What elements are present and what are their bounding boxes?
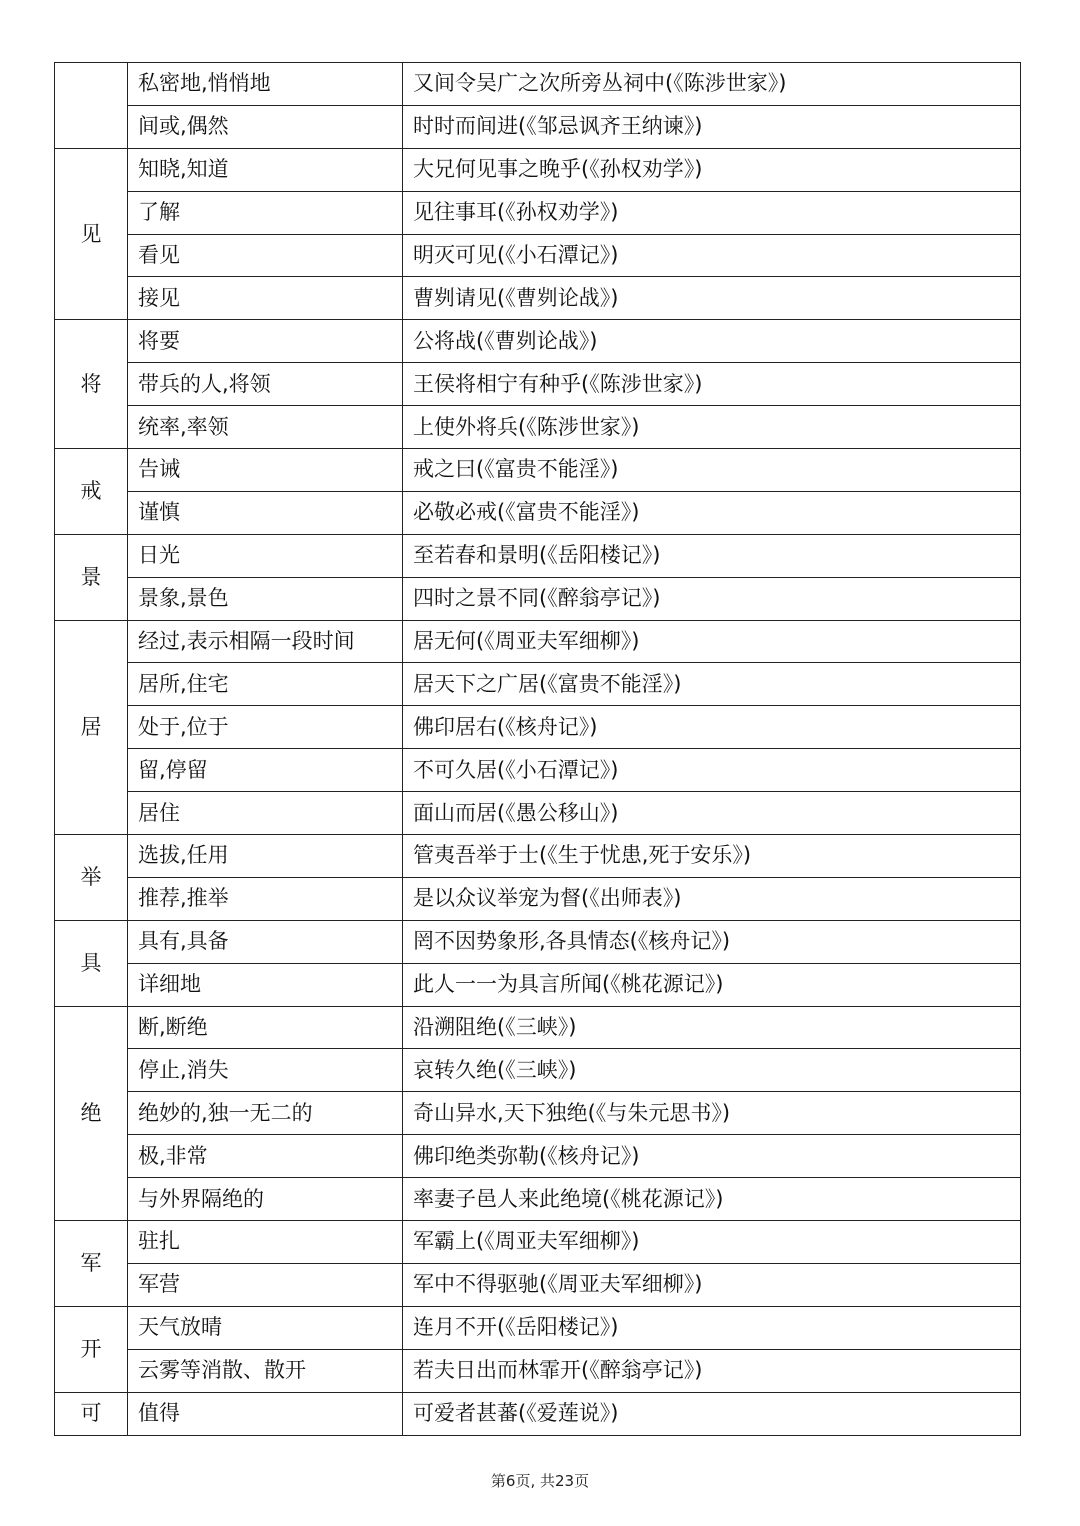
table-row — [55, 920, 1021, 963]
example-cell: 时时而间进(《邹忌讽齐王纳谏》) — [403, 105, 1021, 148]
headword-cell: 景 — [55, 534, 128, 620]
table-row — [55, 191, 1021, 234]
example-cell: 必敬必戒(《富贵不能淫》) — [403, 491, 1021, 534]
table-row — [55, 792, 1021, 835]
meaning-cell: 居所,住宅 — [128, 663, 403, 706]
headword-cell: 见 — [55, 148, 128, 320]
meaning-cell: 与外界隔绝的 — [128, 1178, 403, 1221]
vocabulary-table — [54, 62, 1021, 1436]
headword-cell: 具 — [55, 920, 128, 1006]
table-row — [55, 105, 1021, 148]
headword-cell: 居 — [55, 620, 128, 834]
headword-cell: 绝 — [55, 1006, 128, 1220]
table-row — [55, 749, 1021, 792]
meaning-cell: 谨慎 — [128, 491, 403, 534]
table-row — [55, 663, 1021, 706]
meaning-cell: 了解 — [128, 191, 403, 234]
table-row — [55, 63, 1021, 106]
meaning-cell: 值得 — [128, 1392, 403, 1435]
example-cell: 居无何(《周亚夫军细柳》) — [403, 620, 1021, 663]
meaning-cell: 间或,偶然 — [128, 105, 403, 148]
meaning-cell: 景象,景色 — [128, 577, 403, 620]
meaning-cell: 私密地,悄悄地 — [128, 63, 403, 106]
example-cell: 又间令吴广之次所旁丛祠中(《陈涉世家》) — [403, 63, 1021, 106]
headword-cell: 举 — [55, 835, 128, 921]
table-row — [55, 277, 1021, 320]
meaning-cell: 极,非常 — [128, 1135, 403, 1178]
example-cell: 奇山异水,天下独绝(《与朱元思书》) — [403, 1092, 1021, 1135]
example-cell: 罔不因势象形,各具情态(《核舟记》) — [403, 920, 1021, 963]
table-row — [55, 1049, 1021, 1092]
table-row — [55, 1306, 1021, 1349]
table-row — [55, 406, 1021, 449]
table-row — [55, 963, 1021, 1006]
meaning-cell: 经过,表示相隔一段时间 — [128, 620, 403, 663]
table-row — [55, 320, 1021, 363]
example-cell: 沿溯阻绝(《三峡》) — [403, 1006, 1021, 1049]
table-row — [55, 620, 1021, 663]
meaning-cell: 断,断绝 — [128, 1006, 403, 1049]
table-row — [55, 491, 1021, 534]
table-row — [55, 1263, 1021, 1306]
example-cell: 明灭可见(《小石潭记》) — [403, 234, 1021, 277]
example-cell: 上使外将兵(《陈涉世家》) — [403, 406, 1021, 449]
headword-cell: 将 — [55, 320, 128, 449]
example-cell: 佛印绝类弥勒(《核舟记》) — [403, 1135, 1021, 1178]
page-footer: 第6页, 共23页 — [490, 1472, 590, 1490]
table-row — [55, 449, 1021, 492]
example-cell: 军中不得驱驰(《周亚夫军细柳》) — [403, 1263, 1021, 1306]
table-row — [55, 835, 1021, 878]
example-cell: 率妻子邑人来此绝境(《桃花源记》) — [403, 1178, 1021, 1221]
example-cell: 不可久居(《小石潭记》) — [403, 749, 1021, 792]
meaning-cell: 绝妙的,独一无二的 — [128, 1092, 403, 1135]
example-cell: 见往事耳(《孙权劝学》) — [403, 191, 1021, 234]
example-cell: 公将战(《曹刿论战》) — [403, 320, 1021, 363]
table-row — [55, 534, 1021, 577]
example-cell: 四时之景不同(《醉翁亭记》) — [403, 577, 1021, 620]
meaning-cell: 选拔,任用 — [128, 835, 403, 878]
headword-cell — [55, 63, 128, 149]
example-cell: 此人一一为具言所闻(《桃花源记》) — [403, 963, 1021, 1006]
meaning-cell: 接见 — [128, 277, 403, 320]
example-cell: 哀转久绝(《三峡》) — [403, 1049, 1021, 1092]
table-row — [55, 877, 1021, 920]
table-row — [55, 1221, 1021, 1264]
meaning-cell: 具有,具备 — [128, 920, 403, 963]
meaning-cell: 看见 — [128, 234, 403, 277]
headword-cell: 可 — [55, 1392, 128, 1435]
example-cell: 军霸上(《周亚夫军细柳》) — [403, 1221, 1021, 1264]
meaning-cell: 留,停留 — [128, 749, 403, 792]
table-row — [55, 1349, 1021, 1392]
example-cell: 至若春和景明(《岳阳楼记》) — [403, 534, 1021, 577]
meaning-cell: 日光 — [128, 534, 403, 577]
meaning-cell: 将要 — [128, 320, 403, 363]
example-cell: 是以众议举宠为督(《出师表》) — [403, 877, 1021, 920]
table-row — [55, 706, 1021, 749]
meaning-cell: 带兵的人,将领 — [128, 363, 403, 406]
table-row — [55, 148, 1021, 191]
headword-cell: 军 — [55, 1221, 128, 1307]
meaning-cell: 推荐,推举 — [128, 877, 403, 920]
meaning-cell: 详细地 — [128, 963, 403, 1006]
example-cell: 戒之曰(《富贵不能淫》) — [403, 449, 1021, 492]
table-row — [55, 363, 1021, 406]
example-cell: 面山而居(《愚公移山》) — [403, 792, 1021, 835]
table-row — [55, 577, 1021, 620]
meaning-cell: 知晓,知道 — [128, 148, 403, 191]
meaning-cell: 云雾等消散、散开 — [128, 1349, 403, 1392]
table-row — [55, 1092, 1021, 1135]
example-cell: 管夷吾举于士(《生于忧患,死于安乐》) — [403, 835, 1021, 878]
table-row — [55, 234, 1021, 277]
example-cell: 王侯将相宁有种乎(《陈涉世家》) — [403, 363, 1021, 406]
example-cell: 可爱者甚蕃(《爱莲说》) — [403, 1392, 1021, 1435]
table-row — [55, 1178, 1021, 1221]
meaning-cell: 统率,率领 — [128, 406, 403, 449]
example-cell: 曹刿请见(《曹刿论战》) — [403, 277, 1021, 320]
meaning-cell: 停止,消失 — [128, 1049, 403, 1092]
meaning-cell: 驻扎 — [128, 1221, 403, 1264]
table-row — [55, 1006, 1021, 1049]
table-row — [55, 1135, 1021, 1178]
example-cell: 大兄何见事之晚乎(《孙权劝学》) — [403, 148, 1021, 191]
meaning-cell: 天气放晴 — [128, 1306, 403, 1349]
example-cell: 连月不开(《岳阳楼记》) — [403, 1306, 1021, 1349]
vocabulary-table-body — [55, 63, 1021, 1436]
headword-cell: 戒 — [55, 449, 128, 535]
example-cell: 佛印居右(《核舟记》) — [403, 706, 1021, 749]
meaning-cell: 居住 — [128, 792, 403, 835]
example-cell: 居天下之广居(《富贵不能淫》) — [403, 663, 1021, 706]
meaning-cell: 告诫 — [128, 449, 403, 492]
meaning-cell: 处于,位于 — [128, 706, 403, 749]
example-cell: 若夫日出而林霏开(《醉翁亭记》) — [403, 1349, 1021, 1392]
headword-cell: 开 — [55, 1306, 128, 1392]
meaning-cell: 军营 — [128, 1263, 403, 1306]
table-row — [55, 1392, 1021, 1435]
